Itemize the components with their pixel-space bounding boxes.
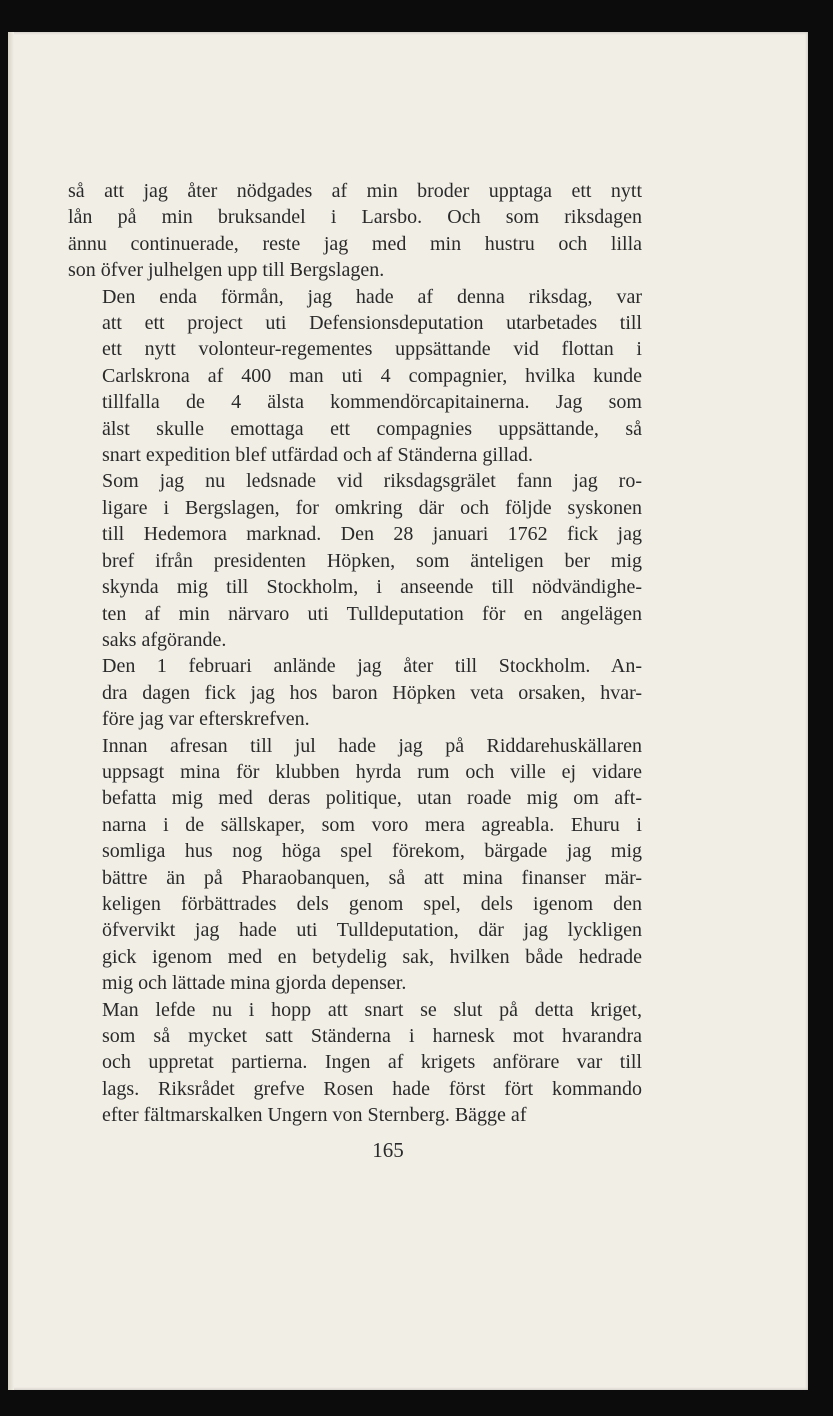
text-line: till Hedemora marknad. Den 28 januari 1762 fick jag <box>102 523 642 546</box>
text-line: dra dagen fick jag hos baron Höpken veta orsaken, hvar- <box>102 681 642 704</box>
text-line: älst skulle emottaga ett compagnies uppsättande, så <box>102 417 642 440</box>
text-line: skynda mig till Stockholm, i anseende till nödvändighe- <box>102 576 642 599</box>
text-line: somliga hus nog höga spel förekom, bärgade jag mig <box>102 840 642 863</box>
text-line: ligare i Bergslagen, for omkring där och följde syskonen <box>102 496 642 519</box>
text-line: att ett project uti Defensionsdeputation utarbetades till <box>102 312 642 335</box>
text-line: narna i de sällskaper, som voro mera agreabla. Ehuru i <box>102 813 642 836</box>
text-line: så att jag åter nödgades af min broder upptaga ett nytt <box>68 180 642 202</box>
text-line: ten af min närvaro uti Tulldeputation för en angelägen <box>102 602 642 625</box>
paragraph-5 <box>68 733 642 997</box>
text-line: snart expedition blef utfärdad och af Ständerna gillad. <box>102 444 533 467</box>
text-line: som så mycket satt Ständerna i harnesk mot hvarandra <box>102 1025 642 1047</box>
paragraph-4 <box>68 653 642 732</box>
text-line: befatta mig med deras politique, utan roade mig om aft- <box>102 787 642 810</box>
text-line: gick igenom med en betydelig sak, hvilken både hedrade <box>102 945 642 968</box>
text-line: Man lefde nu i hopp att snart se slut på detta kriget, <box>102 998 642 1021</box>
text-line: keligen förbättrades dels genom spel, dels igenom den <box>102 892 642 915</box>
text-line: uppsagt mina för klubben hyrda rum och ville ej vidare <box>102 760 642 783</box>
paragraph-1 <box>68 178 642 284</box>
text-line: saks afgörande. <box>102 628 227 651</box>
text-line: öfvervikt jag hade uti Tulldeputation, där jag lyckligen <box>102 919 642 942</box>
paragraph-2 <box>68 284 642 469</box>
text-line: ett nytt volonteur-regementes uppsättande vid flottan i <box>102 338 642 361</box>
text-line: Som jag nu ledsnade vid riksdagsgrälet fann jag ro- <box>102 470 642 493</box>
page-number: 165 <box>372 1138 404 1162</box>
text-line: bättre än på Pharaobanquen, så att mina finanser mär- <box>102 866 642 889</box>
text-line: ännu continuerade, reste jag med min hustru och lilla <box>68 232 642 255</box>
text-line: Carlskrona af 400 man uti 4 compagnier, hvilka kunde <box>102 364 642 387</box>
text-line: Den 1 februari anlände jag åter till Stockholm. An- <box>102 655 642 678</box>
text-line: före jag var efterskrefven. <box>102 708 310 731</box>
paragraph-3 <box>68 468 642 653</box>
page-gutter-shadow <box>8 32 14 1390</box>
text-line: Den enda förmån, jag hade af denna riksdag, var <box>102 285 642 308</box>
text-line: tillfalla de 4 älsta kommendörcapitainerna. Jag som <box>102 391 642 414</box>
paragraph-6 <box>68 997 642 1129</box>
body-text <box>68 178 642 1129</box>
text-line: mig och lättade mina gjorda depenser. <box>102 972 407 995</box>
text-line: lån på min bruksandel i Larsbo. Och som riksdagen <box>68 206 642 229</box>
text-line: bref ifrån presidenten Höpken, som änteligen ber mig <box>102 549 642 572</box>
text-line: efter fältmarskalken Ungern von Sternberg. Bägge af <box>102 1104 527 1127</box>
text-line: son öfver julhelgen upp till Bergslagen. <box>68 259 385 282</box>
text-line: Innan afresan till jul hade jag på Riddarehuskällaren <box>102 734 642 757</box>
text-line: och uppretat partierna. Ingen af krigets anförare var till <box>102 1051 642 1074</box>
text-line: lags. Riksrådet grefve Rosen hade först fört kommando <box>102 1077 642 1100</box>
book-page <box>8 32 808 1390</box>
